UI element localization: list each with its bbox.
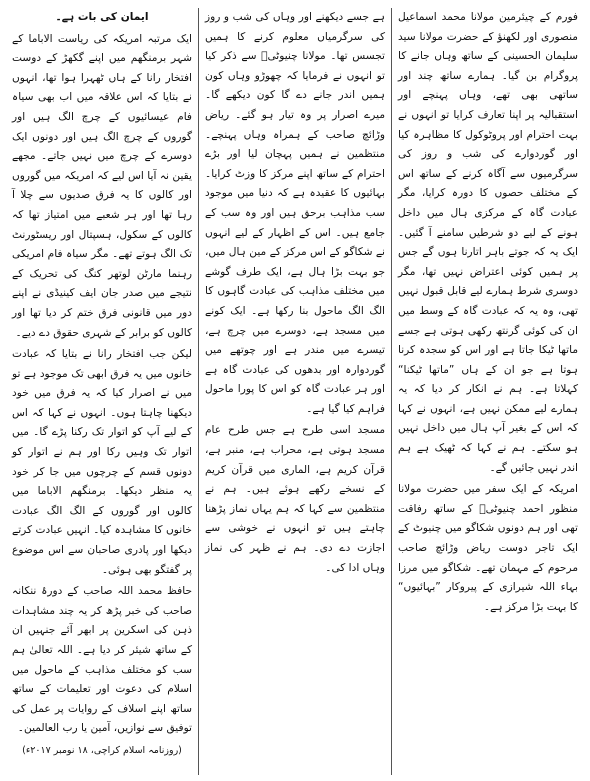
paragraph: ہے جسے دیکھنے اور وہاں کی شب و روز کی سرگرمیاں معلوم کرنے کا ہمیں تجسس تھا۔ مولانا چنیوٹیؒ سے ذکر کیا تو انہوں نے فرمایا کہ چھوڑو وہاں کون ہمیں اندر جانے دے گا کون دیکھے گا۔ میرے اصرار پر وہ تیار ہو گئے۔ ریاض وڑائچ صاحب کے ہمراہ وہاں پہنچے۔ منتظمین نے ہمیں پہچان لیا اور بڑے احترام کے ساتھ اپنے مرکز کا وزٹ کرایا۔ بہائیوں کا عقیدہ ہے کہ دنیا میں موجود سب مذاہب برحق ہیں اور وہ سب کے جامع ہیں۔ اس کے اظہار کے لیے انہوں نے شکاگو کے اس مرکز کے مین ہال میں، جو بہت بڑا ہال ہے، ایک طرف گوشے میں مختلف مذاہب کی عبادت گاہوں کا الگ الگ ماحول بنا رکھا ہے۔ ایک کونے میں مسجد ہے، دوسرے میں چرچ ہے، تیسرے میں مندر ہے اور چوتھے میں گوردوارہ اور بدھوں کی عبادت گاہ ہے اور ہر عبادت گاہ کو اس کا پورا ماحول فراہم کیا گیا ہے۔ bbox=[205, 11, 385, 415]
article-column-middle bbox=[199, 8, 392, 775]
source-citation: (روزنامہ اسلام کراچی، ۱۸ نومبر ۲۰۱۷ء) bbox=[22, 744, 182, 756]
paragraph: ایک مرتبہ امریکہ کی ریاست الاباما کے شہر برمنگھم میں اپنے گکھڑ کے دوست افتخار رانا کے ہاں ٹھہرا ہوا تھا، انہوں نے بتایا کہ اس علاقہ میں اب بھی سیاہ فام عیسائیوں کے چرچ الگ ہیں اور گوروں کے چرچ الگ ہیں اور دونوں ایک دوسرے کے چرچ میں نہیں جاتے۔ مجھے یقین نہ آیا اس لیے کہ امریکہ میں گوروں اور کالوں کا یہ فرق صدیوں سے چلا آ رہا تھا اور ہر شعبے میں امتیاز تھا کہ کالوں کے سکول، ہسپتال اور ریسٹورنٹ تک الگ ہوتے تھے۔ مگر سیاہ فام امریکی رہنما مارٹن لوتھر کنگ کی تحریک کے نتیجے میں صدر جان ایف کینیڈی نے اپنے دور میں قانونی فرق ختم کر دیا تھا اور کالوں کو برابر کے شہری حقوق دے دیے۔ bbox=[12, 32, 192, 339]
paragraph: امریکہ کے ایک سفر میں حضرت مولانا منظور احمد چنیوٹیؒ کے ساتھ رفاقت تھی اور ہم دونوں شکاگو میں چنیوٹ کے ایک تاجر دوست ریاض وڑائچ صاحب مرحوم کے مہمان تھے۔ شکاگو میں مرزا بہاء اللہ شیرازی کے پیروکار ”بہائیوں“ کا بہت بڑا مرکز ہے۔ bbox=[398, 483, 578, 613]
paragraph: حافظ محمد اللہ صاحب کے دورۂ ننکانہ صاحب کی خبر پڑھ کر یہ چند مشاہدات ذہن کی اسکرین پر ابھر آئے جنہیں ان کے ساتھ شیئر کر دیا ہے۔ اللہ تعالیٰ ہم سب کو مختلف مذاہب کے ماحول میں اسلام کی دعوت اور تعلیمات کے ساتھ ساتھ اپنے اسلاف کے روایات پر عمل کی توفیق سے نوازیں، آمین یا رب العالمین۔ bbox=[12, 585, 192, 735]
article-column-left bbox=[6, 8, 199, 775]
paragraph: فورم کے چیئرمین مولانا محمد اسماعیل منصوری اور لکھنؤ کے حضرت مولانا سید سلیمان الحسینی کے ساتھ وہاں جانے کا پروگرام بن گیا۔ ہمارے ساتھ چند اور ساتھی بھی تھے، وہاں پہنچے اور استقبالیہ پر اپنا تعارف کرایا تو انہوں نے بہت احترام اور پروٹوکول کا مظاہرہ کیا اور گوردوارے کی شب و روز کی سرگرمیوں سے آگاہ کرنے کے ساتھ اس کے مختلف حصوں کا دورہ کرایا، مگر عبادت گاہ کے مرکزی ہال میں داخل ہونے کے لیے دو شرطیں سامنے آ گئیں۔ ایک یہ کہ جوتے باہر اتارنا ہوں گے جس پر ہمیں کوئی اعتراض نہیں تھا، مگر دوسری شرط ہمارے لیے قابل قبول نہیں تھی، وہ یہ کہ عبادت گاہ کے وسط میں ان کی کوئی گرنتھ رکھی ہوتی ہے جسے ماتھا ٹیکا جاتا ہے اور اس کو سجدہ کرنا ہوتا ہے جو ان کے ہاں ”ماتھا ٹیکنا“ کہلاتا ہے۔ ہم نے انکار کر دیا کہ یہ ہمارے لیے ممکن نہیں ہے، انہوں نے کہا کہ اس کے بغیر آپ ہال میں داخل نہیں ہو سکتے۔ ہم نے کہا کہ ٹھیک ہے ہم اندر نہیں جائیں گے۔ bbox=[398, 11, 578, 474]
article-column-right bbox=[392, 8, 584, 775]
paragraph: مسجد اسی طرح ہے جس طرح عام مسجد ہوتی ہے، محراب ہے، منبر ہے، قرآن کریم ہے، الماری میں قرآن کریم کے نسخے رکھے ہوئے ہیں۔ ہم نے منتظمین سے کہا کہ ہم یہاں نماز پڑھنا چاہتے ہیں تو انہوں نے خوشی سے اجازت دے دی۔ ہم نے ظہر کی نماز وہاں ادا کی۔ bbox=[205, 424, 385, 574]
paragraph: لیکن جب افتخار رانا نے بتایا کہ عبادت خانوں میں یہ فرق ابھی تک موجود ہے تو میں نے اصرار کیا کہ یہ فرق میں خود دیکھنا چاہتا ہوں۔ انہوں نے کہا کہ اس کے لیے آپ کو اتوار تک رکنا پڑے گا۔ میں اتوار تک وہیں رکا اور ہم نے اتوار کو دونوں قسم کے چرچوں میں جا کر خود یہ منظر دیکھا۔ برمنگھم الاباما میں کالوں اور گوروں کے الگ الگ عبادت خانوں کا مشاہدہ کیا۔ انہیں عبادت کرتے دیکھا اور پادری صاحبان سے اس موضوع پر گفتگو بھی ہوئی۔ bbox=[12, 348, 192, 576]
paragraph: ایمان کی بات ہے۔ bbox=[55, 11, 149, 23]
